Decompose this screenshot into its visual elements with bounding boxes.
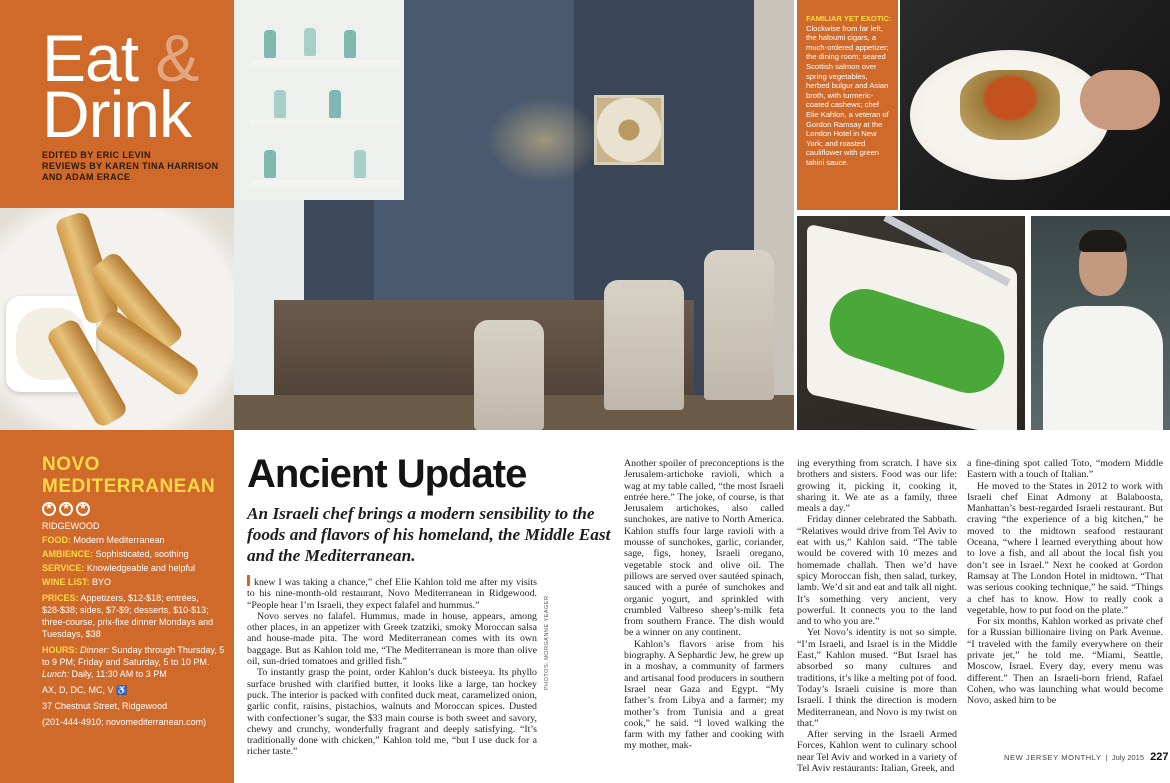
article-paragraph: He moved to the States in 2012 to work with Israeli chef Einat Admony at Balaboosta, Manhattan’s best-regarded Israeli restaurant. But craving “the experience of a big kitchen,” he moved to the midtown seafood restaurant Oceana, “where I learned everything about how to love a fish, and all about the local fish you don’t see in Israel.” Next he cooked at Gordon Ramsay at The London Hotel in midtown. “That was serious cooking technique,” he said. “Things a chef has to know. How to really cook a vegetable, how to put food on the plate.” [967, 480, 1163, 616]
shelf [250, 60, 400, 66]
food-value: Modern Mediterranean [73, 535, 165, 545]
page-number: 227 [1150, 751, 1169, 763]
prices-label: PRICES: [42, 593, 79, 603]
caption-lead: FAMILIAR YET EXOTIC: [806, 14, 892, 23]
article-paragraph: Another spoiler of preconceptions is the Jerusalem-artichoke ravioli, which a wag at my table called, “the most Israeli entrée here.” The joke, of course, is that Jerusalem artichokes, also called sunchokes, are native to North America. Kahlon stuffs four large ravioli with a mousse of sunchokes, garlic, coriander, sage, figs, honey, Israeli oregano, vegetable stock and olive oil. The pillows are served over sautéed spinach, sauced with a purée of sunchokes and organic yogurt, and sprinkled with crumbled Valbreso sheep’s-milk feta from southern France. The dish would be a winner on any continent. [624, 458, 784, 639]
article-paragraph: knew I was taking a chance,” chef Elie Kahlon told me after my visits to his nine-month-old restaurant, Novo Mediterranean in Ridgewood. “People hear I’m Israeli, they expect falafel and hummus.” [247, 577, 537, 611]
vase [329, 90, 341, 118]
wine-list-value: BYO [92, 577, 112, 587]
vase [264, 30, 276, 58]
restaurant-name [42, 454, 234, 498]
wall-art [594, 95, 664, 165]
prices-line [42, 592, 234, 640]
issue-date: July 2015 [1111, 753, 1145, 762]
section-title-ampersand: & [155, 21, 199, 95]
masthead-panel [0, 0, 234, 208]
shelf-wall [234, 0, 404, 200]
service-label: SERVICE: [42, 563, 85, 573]
article-paragraph: Friday dinner celebrated the Sabbath. “Relatives would drive from Tel Aviv to eat with us,” Kahlon said. “The table would be covered with 10 mezes and homemade challah. Then we’d have spicy Moroccan fish, then salad, turkey, lamb. We’d sit and eat and talk all night. It’s something very ancient, very powerful. It connects you to the land and to who you are.” [797, 514, 957, 628]
hours-lunch-label: Lunch: [42, 669, 70, 679]
section-title [42, 21, 199, 151]
article-paragraph: a fine-dining spot called Toto, “modern Middle Eastern with a touch of Italian.” [967, 458, 1163, 481]
chef-coat [1043, 306, 1163, 430]
chef-hair [1079, 230, 1127, 252]
dropcap-bar [247, 575, 250, 586]
shelf [250, 120, 400, 126]
article-column-3 [797, 458, 957, 774]
chair [704, 250, 774, 400]
salmon [960, 70, 1060, 140]
location: RIDGEWOOD [42, 521, 100, 531]
editor-credit: EDITED BY ERIC LEVIN [42, 150, 151, 160]
service-line [42, 562, 234, 574]
restaurant-name-line2: MEDITERRANEAN [42, 476, 216, 497]
caption-text: Clockwise from far left, the haloumi cigars, a much-ordered appetizer; the dining room; seared Scottish salmon over spring vegetables, herbed bulgur and Asian broth, with turmeric-coated cashews; chef Elie Kahlon, a veteran of Gordon Ramsay at the London Hotel in New York; and roasted cauliflower with green tahini sauce. [806, 23, 889, 167]
hours-lunch: Daily, 11:30 AM to 3 PM [71, 669, 167, 679]
hours-label: HOURS: [42, 645, 78, 655]
service-value: Knowledgeable and helpful [86, 563, 195, 573]
ambience-line [42, 548, 234, 560]
vase [354, 150, 366, 178]
cauliflower-photo [797, 216, 1025, 430]
wine-list-label: WINE LIST: [42, 577, 90, 587]
vase [344, 30, 356, 58]
article-column-1 [247, 575, 537, 758]
chair [474, 320, 544, 430]
star-icon [59, 502, 73, 516]
restaurant-info-panel [0, 430, 234, 783]
food-label: FOOD: [42, 535, 71, 545]
chair [604, 280, 684, 410]
prices-value: Appetizers, $12-$18; entrées, $28-$38; sides, $7-$9; desserts, $10-$13; three-course, prix-fixe dinner Mondays and Tuesdays, $38 [42, 593, 214, 639]
photo-credit: PHOTOS: MORGANNE YEAGER [544, 595, 550, 690]
star-icon [42, 502, 56, 516]
vase [264, 150, 276, 178]
restaurant-name-line1: NOVO [42, 454, 100, 475]
page-footer: NEW JERSEY MONTHLY | July 2015 227 [1004, 751, 1169, 763]
chef-photo [1031, 216, 1170, 430]
reviewers-credit: REVIEWS BY KAREN TINA HARRISON [42, 161, 219, 171]
hand [1080, 70, 1160, 130]
salmon-photo [900, 0, 1170, 210]
article-column-4 [967, 458, 1163, 707]
shelf [250, 180, 400, 186]
article-paragraph: Yet Novo’s identity is not so simple. “I’m Israeli, and Israel is in the Middle East,” Kahlon mused. “But Israel has absorbed so many cultures and traditions, it’s like a melting pot of food. Today’s Israeli cuisine is more than Israeli. I think the direction is modern Mediterranean, and Novo is my twist on that.” [797, 627, 957, 729]
star-rating [42, 502, 234, 516]
article-headline: Ancient Update [247, 452, 527, 496]
vase [274, 90, 286, 118]
vase [304, 28, 316, 56]
article-paragraph: ing everything from scratch. I have six brothers and sisters. Food was our life: growing it, picking it, cooking it, sharing it. We ate as a family, three meals a day.” [797, 458, 957, 515]
ambience-label: AMBIENCE: [42, 549, 93, 559]
article-column-2 [624, 458, 784, 752]
ambience-value: Sophisticated, soothing [95, 549, 189, 559]
hours-dinner: Sunday through Thursday, 5 to 9 PM; Friday and Saturday, 5 to 10 PM. [42, 645, 225, 667]
star-icon [76, 502, 90, 516]
dining-room-photo [234, 0, 794, 430]
article-paragraph: Novo serves no falafel. Hummus, made in house, appears, among other places, in an appetizer with Greek tzatziki, smoky Moroccan salsa and house-made pita. The word Mediterranean comes with its own baggage. But as Kahlon told me, “The Mediterranean is more than olive oil, sun-dried tomatoes and grilled fish.” [247, 610, 537, 668]
contact: (201-444-4910; novomediterranean.com) [42, 717, 207, 727]
wine-list-line [42, 576, 234, 588]
section-title-eat: Eat [42, 21, 139, 95]
section-title-drink: Drink [42, 77, 192, 151]
address: 37 Chestnut Street, Ridgewood [42, 701, 168, 711]
food-line [42, 534, 234, 546]
article-paragraph: After serving in the Israeli Armed Forces, Kahlon went to culinary school near Tel Aviv and worked in a variety of Tel Aviv restaurants: Italian, Greek, and [797, 729, 957, 775]
article-paragraph: Kahlon’s flavors arise from his biography. A Sephardic Jew, he grew up in a moshav, a community of farmers and artisanal food producers in southern Israel near Gaza and Egypt. “My father’s from Libya and a farmer; my mother’s from Tunisia and a great cook,” he said. “I loved walking the farm with my father and cooking with my mother, mak- [624, 638, 784, 752]
article-deck: An Israeli chef brings a modern sensibility to the foods and flavors of his homeland, the Middle East and the Mediterranean. [247, 504, 611, 565]
article-paragraph: For six months, Kahlon worked as private chef for a Russian billionaire living on Park Avenue. “I traveled with the family everywhere on their private jet,” he told me. “Miami, Seattle, Moscow, Israel. Every day, every menu was different.” Then an Israeli-born friend, Rafael Cohen, who was launching what would become Novo, asked him to be [967, 616, 1163, 707]
hours-dinner-label: Dinner: [80, 645, 110, 655]
haloumi-cigars-photo [0, 208, 234, 430]
photo-caption [797, 0, 898, 210]
section-credits [42, 150, 219, 183]
magazine-name: NEW JERSEY MONTHLY [1004, 753, 1102, 762]
hours-line [42, 644, 234, 680]
reviewers-credit-2: AND ADAM ERACE [42, 172, 131, 182]
cards-accepted: AX, D, DC, MC, V ♿ [42, 685, 128, 695]
article-paragraph: To instantly grasp the point, order Kahlon’s duck bisteeya. Its phyllo surface brushed with clarified butter, it looks like a large, tan hockey puck. The interior is packed with confited duck meat, caramelized onion, garlic confit, raisins, pistachios, walnuts and Moroccan spices. Dusted with confectioner’s sugar, the $33 main course is both sweet and savory, chewy and crunchy, wonderfully fragrant and deeply satisfying. “It’s traditionally done with chicken,” Kahlon told me, “but I use duck for a richer taste.” [247, 667, 537, 758]
